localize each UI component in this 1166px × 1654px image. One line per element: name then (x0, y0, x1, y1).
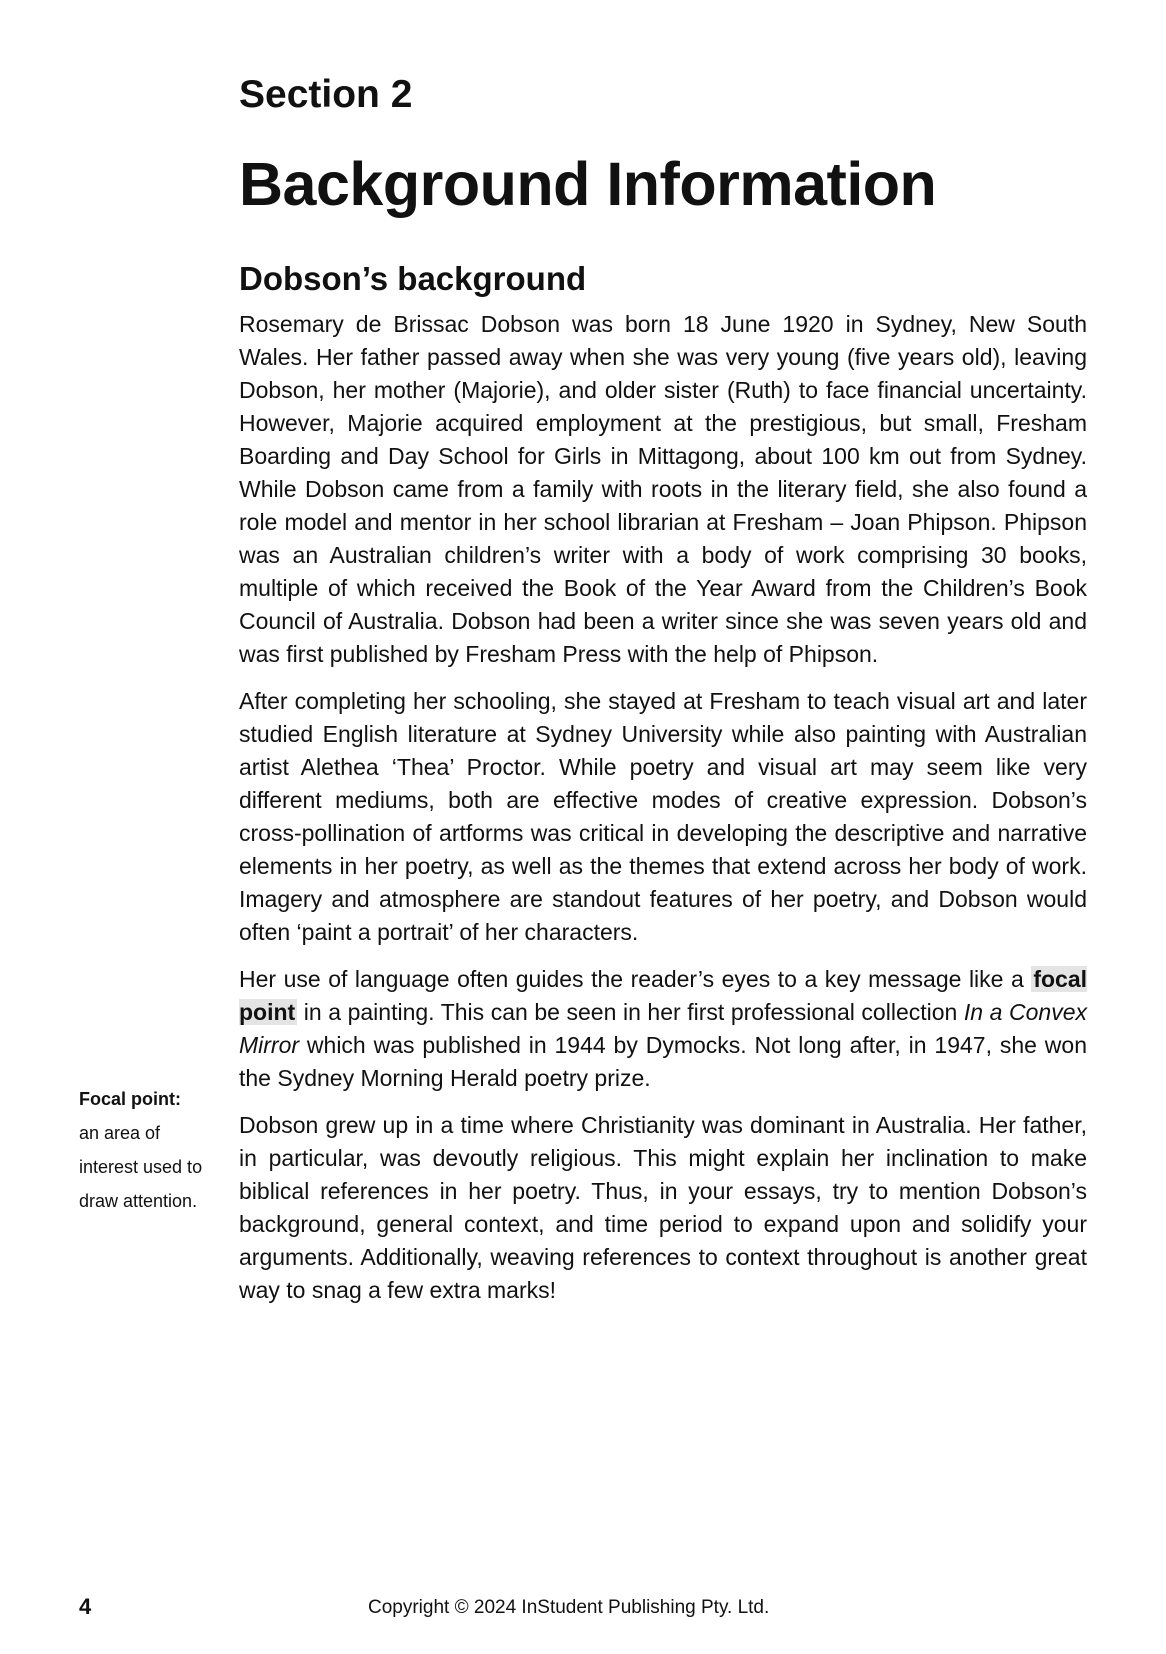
glossary-sidenote (79, 1082, 224, 1218)
paragraph-3 (239, 963, 1087, 1095)
sidenote-line: an area of (79, 1123, 161, 1143)
paragraph-1: Rosemary de Brissac Dobson was born 18 June 1920 in Sydney, New South Wales. Her father passed away when she was very young (five years old), leaving Dobson, her mother (Majorie), and older sister (Ruth) to face financial uncertainty. However, Majorie acquired employment at the prestigious, but small, Fresham Boarding and Day School for Girls in Mittagong, about 100 km out from Sydney. While Dobson came from a family with roots in the literary field, she also found a role model and mentor in her school librarian at Fresham – Joan Phipson. Phipson was an Australian children’s writer with a body of work comprising 30 books, multiple of which received the Book of the Year Award from the Children’s Book Council of Australia. Dobson had been a writer since she was seven years old and was first published by Fresham Press with the help of Phipson. (239, 311, 1087, 667)
sidenote-line: draw attention. (79, 1191, 198, 1211)
main-content (239, 258, 1087, 1321)
focal-point-highlight: focal point (239, 966, 1087, 1025)
paragraph-2: After completing her schooling, she stayed at Fresham to teach visual art and later studied English literature at Sydney University while also painting with Australian artist Alethea ‘Thea’ Proctor. While poetry and visual art may seem like very different mediums, both are effective modes of creative expression. Dobson’s cross-pollination of artforms was critical in developing the descriptive and narrative elements in her poetry, as well as the themes that extend across her body of work. Imagery and atmosphere are standout features of her poetry, and Dobson would often ‘paint a portrait’ of her characters. (239, 688, 1087, 945)
subheading: Dobson’s background (239, 260, 587, 297)
sidenote-line: interest used to (79, 1157, 203, 1177)
copyright-notice: Copyright © 2024 InStudent Publishing Pty. Ltd. (368, 1597, 770, 1618)
page-number: 4 (79, 1594, 92, 1619)
section-label: Section 2 (239, 73, 413, 116)
paragraph-4: Dobson grew up in a time where Christianity was dominant in Australia. Her father, in particular, was devoutly religious. This might explain her inclination to make biblical references in her poetry. Thus, in your essays, try to mention Dobson’s background, general context, and time period to expand upon and solidify your arguments. Additionally, weaving references to context throughout is another great way to snag a few extra marks! (239, 1112, 1087, 1303)
paragraph-3-text-middle: in a painting. This can be seen in her first professional collection (297, 999, 964, 1025)
paragraph-3-text-before: Her use of language often guides the reader’s eyes to a key message like a (239, 966, 1032, 992)
sidenote-term: Focal point: (79, 1089, 181, 1109)
page-title: Background Information (239, 150, 937, 218)
paragraph-3-text-after: which was published in 1944 by Dymocks. Not long after, in 1947, she won the Sydney Morning Herald poetry prize. (239, 1032, 1087, 1091)
book-title: In a Convex Mirror (239, 999, 1087, 1058)
